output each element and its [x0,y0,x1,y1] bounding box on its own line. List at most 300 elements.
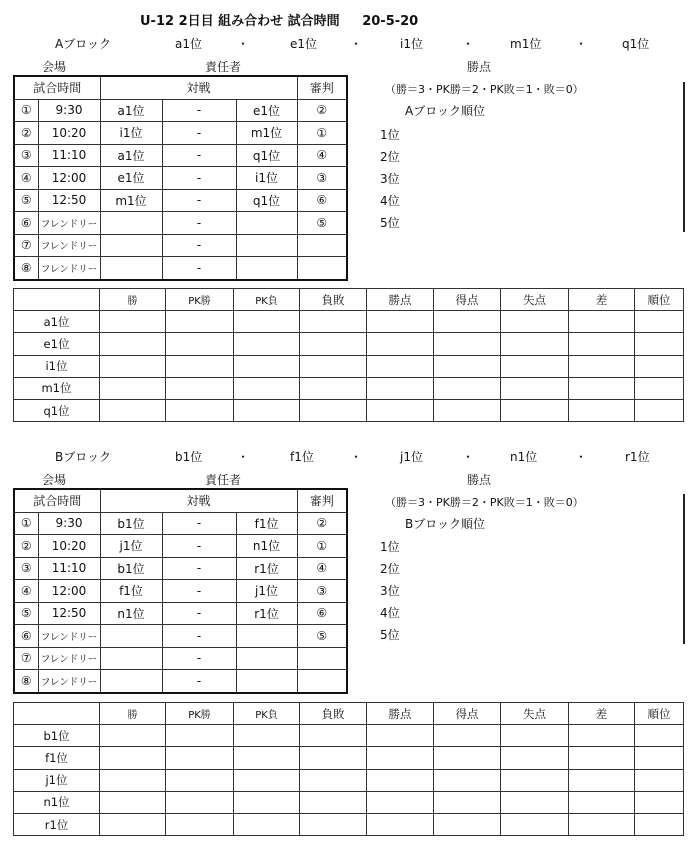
match-ref: ⑤ [297,212,347,235]
standings-cell [166,813,234,835]
match-no: ③ [14,557,38,580]
block-a-schedule [13,75,348,281]
match-ref [297,257,347,280]
standings-row [14,377,684,399]
block-a-dot-3: ・ [462,37,475,51]
match-home [100,625,162,648]
match-sep: - [162,212,236,235]
block-a-team-4: m1位 [510,37,542,51]
schedule-row [14,535,347,558]
match-sep: - [162,122,236,145]
standings-team: r1位 [14,813,100,835]
standings-cell [100,725,166,747]
match-away: q1位 [236,144,297,167]
standings-cell [501,355,569,377]
standings-cell [234,377,300,399]
block-a-team-3: i1位 [400,37,423,51]
standings-cell [234,791,300,813]
match-away [236,257,297,280]
block-a-dot-2: ・ [350,37,363,51]
standings-cell [635,311,684,333]
block-b-dot-4: ・ [575,450,588,464]
match-no: ⑤ [14,602,38,625]
match-ref: ⑥ [297,602,347,625]
standings-row [14,813,684,835]
match-ref [297,234,347,257]
standings-cell [434,333,501,355]
standings-row [14,333,684,355]
standings-cell [367,355,434,377]
match-ref [297,647,347,670]
match-home [100,212,162,235]
block-b-ranking-title: Bブロック順位 [405,517,485,531]
match-away [236,670,297,693]
block-b-right-rule [683,494,685,644]
block-b-rank-4: 4位 [380,606,400,620]
standings-header: 得点 [434,289,501,311]
page-title [140,10,418,29]
standings-cell [367,333,434,355]
block-b-venue-label: 会場 [42,473,67,487]
block-a-team-2: e1位 [290,37,318,51]
standings-cell [300,311,367,333]
standings-cell [234,813,300,835]
match-away: q1位 [236,189,297,212]
standings-cell [300,769,367,791]
standings-header: 失点 [501,289,569,311]
schedule-row [14,602,347,625]
standings-header: 負敗 [300,289,367,311]
standings-cell [300,333,367,355]
match-time: フレンドリー [38,670,100,693]
standings-cell [434,813,501,835]
schedule-row [14,144,347,167]
standings-team: b1位 [14,725,100,747]
match-no: ⑤ [14,189,38,212]
block-b-dot-2: ・ [350,450,363,464]
standings-cell [367,377,434,399]
standings-cell [501,725,569,747]
match-ref: ② [297,512,347,535]
standings-cell [367,311,434,333]
match-no: ⑧ [14,670,38,693]
standings-cell [367,747,434,769]
standings-cell [166,311,234,333]
standings-cell [166,333,234,355]
block-a-venue-label: 会場 [42,60,67,74]
match-time: 12:50 [38,189,100,212]
standings-cell [367,725,434,747]
block-b-points-label: 勝点 [467,473,492,487]
match-away: e1位 [236,99,297,122]
match-no: ⑦ [14,234,38,257]
match-sep: - [162,99,236,122]
standings-header: 勝 [100,289,166,311]
standings-row [14,747,684,769]
standings-cell [300,355,367,377]
match-no: ⑦ [14,647,38,670]
standings-header [14,289,100,311]
standings-cell [300,377,367,399]
standings-header: 勝点 [367,289,434,311]
standings-cell [166,355,234,377]
schedule-header-referee: 審判 [297,489,347,512]
match-home: b1位 [100,512,162,535]
schedule-row [14,189,347,212]
standings-cell [569,311,635,333]
match-sep: - [162,167,236,190]
match-sep: - [162,670,236,693]
standings-cell [635,747,684,769]
block-b-rank-5: 5位 [380,628,400,642]
block-a-rank-5: 5位 [380,216,400,230]
standings-team: q1位 [14,399,100,421]
schedule-header-time: 試合時間 [14,76,100,99]
standings-row [14,355,684,377]
standings-cell [100,747,166,769]
match-time: フレンドリー [38,647,100,670]
standings-header: 差 [569,703,635,725]
match-time: 12:50 [38,602,100,625]
match-time: 12:00 [38,167,100,190]
standings-header: PK負 [234,703,300,725]
standings-header: 順位 [635,703,684,725]
standings-cell [501,769,569,791]
match-home [100,670,162,693]
schedule-row [14,625,347,648]
standings-team: j1位 [14,769,100,791]
standings-header: PK勝 [166,289,234,311]
schedule-row [14,99,347,122]
match-ref: ⑤ [297,625,347,648]
standings-team: n1位 [14,791,100,813]
match-ref: ① [297,535,347,558]
standings-cell [434,747,501,769]
block-a-points-rule: （勝＝3・PK勝＝2・PK敗＝1・敗＝0） [385,83,584,96]
standings-row [14,399,684,421]
standings-cell [166,791,234,813]
block-b-schedule [13,488,348,694]
match-time: 9:30 [38,99,100,122]
match-ref: ④ [297,557,347,580]
standings-cell [367,399,434,421]
match-away: i1位 [236,167,297,190]
match-no: ⑧ [14,257,38,280]
schedule-row [14,212,347,235]
match-away: r1位 [236,557,297,580]
match-away: j1位 [236,580,297,603]
standings-cell [234,747,300,769]
match-ref: ⑥ [297,189,347,212]
block-a-points-label: 勝点 [467,60,492,74]
match-away: f1位 [236,512,297,535]
match-home: f1位 [100,580,162,603]
standings-header: PK負 [234,289,300,311]
match-away: n1位 [236,535,297,558]
schedule-row [14,257,347,280]
match-time: 10:20 [38,535,100,558]
standings-cell [569,813,635,835]
block-a-rank-3: 3位 [380,172,400,186]
block-a-team-5: q1位 [622,37,650,51]
title-text: U-12 2日目 組み合わせ 試合時間 [140,14,340,29]
block-b-name: Bブロック [55,450,111,464]
standings-cell [501,747,569,769]
match-away [236,212,297,235]
block-b-team-2: f1位 [290,450,314,464]
standings-cell [234,355,300,377]
schedule-row [14,647,347,670]
match-time: 12:00 [38,580,100,603]
match-sep: - [162,557,236,580]
schedule-header-match: 対戦 [100,489,297,512]
match-home [100,234,162,257]
standings-cell [367,813,434,835]
match-no: ④ [14,580,38,603]
match-away [236,647,297,670]
match-time: フレンドリー [38,234,100,257]
standings-row [14,791,684,813]
match-time: フレンドリー [38,257,100,280]
standings-cell [569,377,635,399]
match-home: e1位 [100,167,162,190]
standings-cell [569,769,635,791]
match-time: フレンドリー [38,212,100,235]
standings-cell [569,333,635,355]
standings-cell [234,333,300,355]
schedule-header-time: 試合時間 [14,489,100,512]
standings-cell [501,813,569,835]
standings-cell [635,333,684,355]
standings-header [14,703,100,725]
match-away [236,234,297,257]
block-a-rank-2: 2位 [380,150,400,164]
block-a-team-1: a1位 [175,37,202,51]
match-sep: - [162,144,236,167]
standings-cell [434,311,501,333]
standings-cell [166,725,234,747]
block-b-manager-label: 責任者 [205,473,242,487]
standings-cell [234,311,300,333]
schedule-header-row [14,76,347,99]
block-a-manager-label: 責任者 [205,60,242,74]
standings-cell [635,355,684,377]
match-home [100,257,162,280]
standings-cell [501,333,569,355]
standings-cell [234,725,300,747]
standings-header: 差 [569,289,635,311]
match-ref: ① [297,122,347,145]
match-sep: - [162,512,236,535]
block-b-dot-3: ・ [462,450,475,464]
match-away: r1位 [236,602,297,625]
standings-cell [300,399,367,421]
block-b-team-5: r1位 [625,450,650,464]
match-away [236,625,297,648]
match-sep: - [162,535,236,558]
standings-cell [367,791,434,813]
standings-cell [501,311,569,333]
standings-row [14,725,684,747]
match-home: a1位 [100,99,162,122]
match-sep: - [162,580,236,603]
match-home: m1位 [100,189,162,212]
match-sep: - [162,647,236,670]
standings-header: PK勝 [166,703,234,725]
standings-header: 負敗 [300,703,367,725]
schedule-row [14,122,347,145]
match-sep: - [162,189,236,212]
block-a-standings [13,288,684,422]
standings-header: 勝 [100,703,166,725]
block-b-dot-1: ・ [237,450,250,464]
block-b-team-4: n1位 [510,450,538,464]
match-sep: - [162,625,236,648]
standings-cell [635,769,684,791]
match-home: a1位 [100,144,162,167]
block-b-points-rule: （勝＝3・PK勝＝2・PK敗＝1・敗＝0） [385,496,584,509]
standings-cell [569,725,635,747]
match-ref: ③ [297,167,347,190]
standings-cell [434,769,501,791]
match-no: ⑥ [14,625,38,648]
match-no: ⑥ [14,212,38,235]
match-home: j1位 [100,535,162,558]
match-home: b1位 [100,557,162,580]
match-ref: ④ [297,144,347,167]
schedule-header-row [14,489,347,512]
standings-cell [300,725,367,747]
standings-cell [569,355,635,377]
match-ref [297,670,347,693]
block-b-team-1: b1位 [175,450,203,464]
standings-cell [501,791,569,813]
standings-cell [300,747,367,769]
standings-cell [434,791,501,813]
standings-header-row [14,703,684,725]
standings-cell [501,377,569,399]
match-no: ② [14,122,38,145]
match-no: ④ [14,167,38,190]
standings-header: 得点 [434,703,501,725]
schedule-header-match: 対戦 [100,76,297,99]
standings-header: 勝点 [367,703,434,725]
match-home: i1位 [100,122,162,145]
schedule-row [14,557,347,580]
match-time: 10:20 [38,122,100,145]
standings-cell [434,355,501,377]
standings-row [14,311,684,333]
standings-row [14,769,684,791]
standings-cell [635,725,684,747]
match-ref: ③ [297,580,347,603]
standings-cell [100,813,166,835]
match-sep: - [162,257,236,280]
match-no: ① [14,99,38,122]
match-away: m1位 [236,122,297,145]
standings-team: i1位 [14,355,100,377]
match-sep: - [162,234,236,257]
standings-cell [166,377,234,399]
standings-cell [100,333,166,355]
standings-cell [434,377,501,399]
standings-cell [569,399,635,421]
block-b-standings [13,702,684,836]
standings-cell [300,813,367,835]
standings-cell [234,399,300,421]
match-time: 11:10 [38,557,100,580]
schedule-row [14,580,347,603]
standings-header-row [14,289,684,311]
match-no: ③ [14,144,38,167]
match-home: n1位 [100,602,162,625]
match-time: 9:30 [38,512,100,535]
standings-team: e1位 [14,333,100,355]
standings-team: a1位 [14,311,100,333]
match-no: ② [14,535,38,558]
block-b-team-3: j1位 [400,450,423,464]
title-date: 20-5-20 [362,14,419,29]
standings-cell [635,813,684,835]
match-time: 11:10 [38,144,100,167]
block-a-name: Aブロック [55,37,111,51]
match-sep: - [162,602,236,625]
standings-cell [100,769,166,791]
schedule-row [14,670,347,693]
standings-cell [501,399,569,421]
block-a-dot-4: ・ [575,37,588,51]
standings-cell [434,399,501,421]
match-home [100,647,162,670]
block-a-rank-4: 4位 [380,194,400,208]
standings-cell [100,399,166,421]
standings-cell [166,769,234,791]
block-b-rank-3: 3位 [380,584,400,598]
block-a-ranking-title: Aブロック順位 [405,104,485,118]
standings-cell [569,747,635,769]
schedule-row [14,167,347,190]
block-a-dot-1: ・ [237,37,250,51]
standings-cell [100,311,166,333]
standings-team: f1位 [14,747,100,769]
standings-cell [100,355,166,377]
block-a-right-rule [683,82,685,232]
match-ref: ② [297,99,347,122]
standings-cell [434,725,501,747]
block-a-rank-1: 1位 [380,128,400,142]
schedule-header-referee: 審判 [297,76,347,99]
standings-team: m1位 [14,377,100,399]
block-b-rank-1: 1位 [380,540,400,554]
block-b-rank-2: 2位 [380,562,400,576]
match-no: ① [14,512,38,535]
standings-header: 失点 [501,703,569,725]
standings-cell [166,747,234,769]
standings-cell [569,791,635,813]
standings-cell [166,399,234,421]
standings-cell [100,791,166,813]
standings-cell [234,769,300,791]
standings-cell [635,377,684,399]
schedule-row [14,512,347,535]
standings-cell [367,769,434,791]
standings-cell [300,791,367,813]
standings-cell [635,399,684,421]
standings-header: 順位 [635,289,684,311]
standings-cell [100,377,166,399]
match-time: フレンドリー [38,625,100,648]
standings-cell [635,791,684,813]
